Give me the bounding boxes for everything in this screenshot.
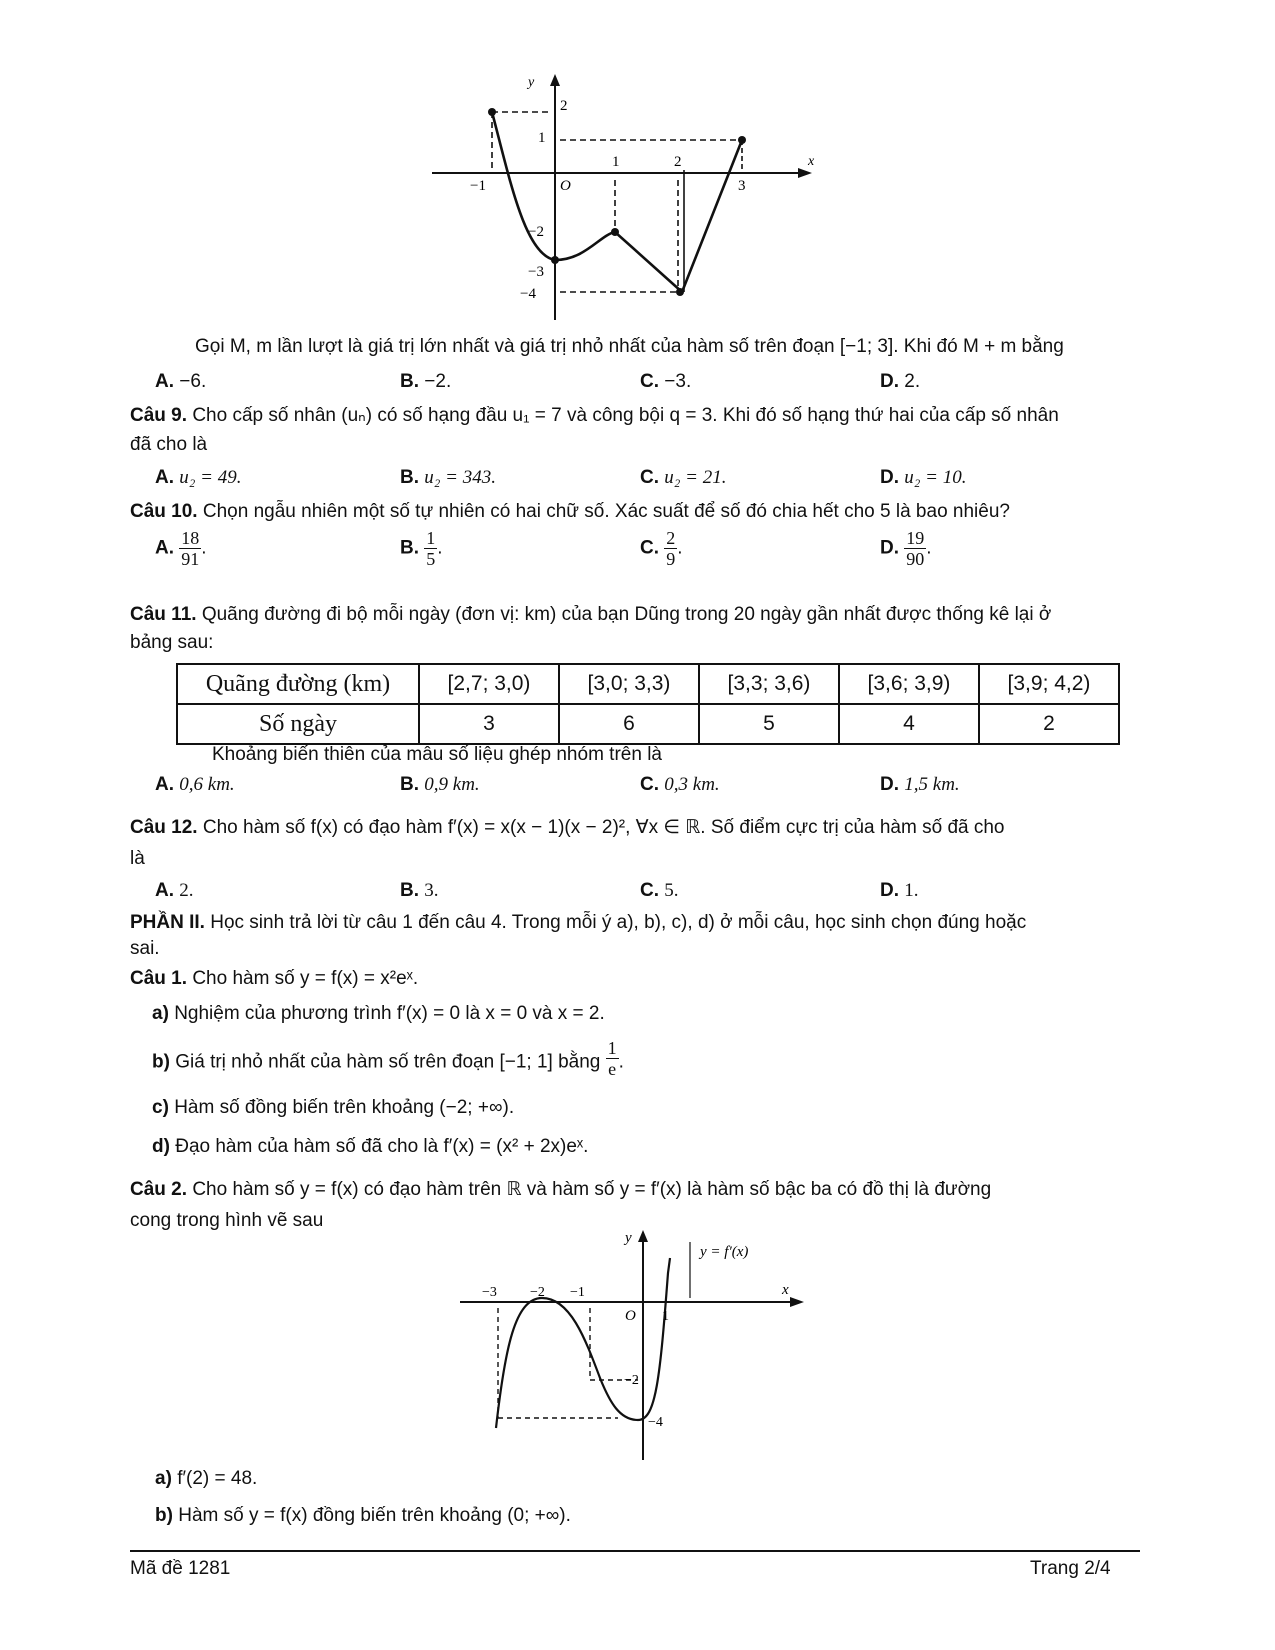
tick-ym2: −2 [528, 224, 544, 240]
q10-option-b: B. $\frac{1}{5}$ . [400, 528, 443, 569]
q10-option-c: C. $\frac{2}{9}$ . [640, 528, 683, 569]
p2q1-b: b) Giá trị nhỏ nhất của hàm số trên đoạn [−1; 1] bằng $\frac{1}{e}$ . [152, 1038, 624, 1079]
tick-x1: 1 [662, 1309, 669, 1324]
tick-xm2: −2 [530, 1285, 545, 1300]
q12-option-c: C. 5. [640, 880, 679, 901]
q9-option-c: C. u₂ = 21. [640, 467, 727, 488]
table-cell: 5 [699, 704, 839, 744]
x-axis-arrow-icon [790, 1297, 804, 1307]
tick-xm1: −1 [470, 178, 486, 194]
q12-stem-2: là [130, 848, 145, 869]
table-cell: [3,9; 4,2) [979, 664, 1119, 704]
graph-1 [420, 70, 830, 330]
q11-option-a: A. 0,6 km. [155, 774, 235, 795]
p2q2-b: b) Hàm số y = f(x) đồng biến trên khoảng (0; +∞). [155, 1505, 571, 1526]
q8-option-b: B. −2. [400, 371, 452, 392]
table-header-distance: Quãng đường (km) [177, 664, 419, 704]
q9-stem-2: đã cho là [130, 434, 208, 455]
q11-stem: Câu 11. Quãng đường đi bộ mỗi ngày (đơn vị: km) của bạn Dũng trong 20 ngày gần nhất được thống kê lại ở [130, 604, 1052, 625]
q12-option-d: D. 1. [880, 880, 919, 901]
q8-option-c: C. −3. [640, 371, 692, 392]
p2q1-stem: Câu 1. Cho hàm số y = f(x) = x²eˣ. [130, 968, 419, 989]
frequency-table [176, 663, 1120, 745]
table-cell: [3,3; 3,6) [699, 664, 839, 704]
table-cell: 2 [979, 704, 1119, 744]
tick-origin: O [560, 178, 571, 194]
y-axis-arrow-icon [550, 74, 560, 86]
q11-option-b: B. 0,9 km. [400, 774, 480, 795]
table-cell: 3 [419, 704, 559, 744]
x-axis-label: x [808, 154, 815, 169]
tick-x3: 3 [738, 178, 746, 194]
q12-option-a: A. 2. [155, 880, 194, 901]
q8-option-d: D. 2. [880, 371, 921, 392]
q8-stem: Gọi M, m lần lượt là giá trị lớn nhất và giá trị nhỏ nhất của hàm số trên đoạn [−1; 3]. Khi đó M + m bằng [195, 336, 1064, 357]
q11-stem-2: bảng sau: [130, 632, 214, 653]
x-axis-label: x [782, 1282, 789, 1298]
p2q2-a: a) f′(2) = 48. [155, 1468, 258, 1489]
x-axis-arrow-icon [798, 168, 812, 178]
tick-y1: 1 [538, 130, 546, 146]
footer-rule [130, 1550, 1140, 1552]
table-row [177, 664, 1119, 704]
p2q1-a: a) Nghiệm của phương trình f′(x) = 0 là x = 0 và x = 2. [152, 1003, 605, 1024]
p2q2-stem-2: cong trong hình vẽ sau [130, 1210, 324, 1231]
tick-xm3: −3 [482, 1285, 497, 1300]
tick-ym2: −2 [624, 1373, 639, 1388]
tick-x2: 2 [674, 154, 682, 170]
table-header-days: Số ngày [177, 704, 419, 744]
table-cell: [2,7; 3,0) [419, 664, 559, 704]
p2q1-c: c) Hàm số đồng biến trên khoảng (−2; +∞). [152, 1097, 515, 1118]
tick-ym4: −4 [648, 1415, 663, 1430]
y-axis-label: y [625, 1230, 632, 1246]
y-axis-arrow-icon [638, 1230, 648, 1242]
table-cell: 4 [839, 704, 979, 744]
q10-stem: Câu 10. Chọn ngẫu nhiên một số tự nhiên có hai chữ số. Xác suất để số đó chia hết cho 5 là bao nhiêu? [130, 501, 1010, 522]
q11-option-c: C. 0,3 km. [640, 774, 720, 795]
tick-ym4: −4 [520, 286, 536, 302]
q10-option-a: A. $\frac{18}{91}$ . [155, 528, 207, 569]
tick-ym3: −3 [528, 264, 544, 280]
q11-question: Khoảng biến thiên của mẫu số liệu ghép nhóm trên là [212, 744, 662, 765]
q12-stem: Câu 12. Cho hàm số f(x) có đạo hàm f′(x) = x(x − 1)(x − 2)², ∀x ∈ ℝ. Số điểm cực trị của hàm số đã cho [130, 817, 1005, 838]
page-number: Trang 2/4 [1030, 1558, 1111, 1579]
tick-x1: 1 [612, 154, 620, 170]
table-cell: [3,0; 3,3) [559, 664, 699, 704]
y-axis-label: y [528, 75, 535, 90]
tick-xm1: −1 [570, 1285, 585, 1300]
part2-heading-2: sai. [130, 938, 160, 959]
p2q2-stem: Câu 2. Cho hàm số y = f(x) có đạo hàm trên ℝ và hàm số y = f′(x) là hàm số bậc ba có đồ thị là đường [130, 1179, 992, 1200]
table-cell: [3,6; 3,9) [839, 664, 979, 704]
q11-option-d: D. 1,5 km. [880, 774, 960, 795]
q9-stem: Câu 9. Cho cấp số nhân (uₙ) có số hạng đầu u₁ = 7 và công bội q = 3. Khi đó số hạng thứ hai của cấp số nhân [130, 405, 1059, 426]
exam-code: Mã đề 1281 [130, 1558, 231, 1579]
q12-option-b: B. 3. [400, 880, 439, 901]
tick-origin: O [625, 1308, 636, 1324]
part2-heading: PHẦN II. Học sinh trả lời từ câu 1 đến câu 4. Trong mỗi ý a), b), c), d) ở mỗi câu, học sinh chọn đúng hoặc [130, 912, 1027, 933]
q10-option-d: D. $\frac{19}{90}$ . [880, 528, 932, 569]
curve-label: y = f′(x) [700, 1244, 749, 1260]
q8-option-a: A. −6. [155, 371, 207, 392]
table-row [177, 704, 1119, 744]
q9-option-d: D. u₂ = 10. [880, 467, 967, 488]
graph-2 [460, 1228, 820, 1470]
p2q1-d: d) Đạo hàm của hàm số đã cho là f′(x) = (x² + 2x)eˣ. [152, 1136, 589, 1157]
table-cell: 6 [559, 704, 699, 744]
q9-option-a: A. u₂ = 49. [155, 467, 242, 488]
tick-y2: 2 [560, 98, 568, 114]
q9-option-b: B. u₂ = 343. [400, 467, 496, 488]
